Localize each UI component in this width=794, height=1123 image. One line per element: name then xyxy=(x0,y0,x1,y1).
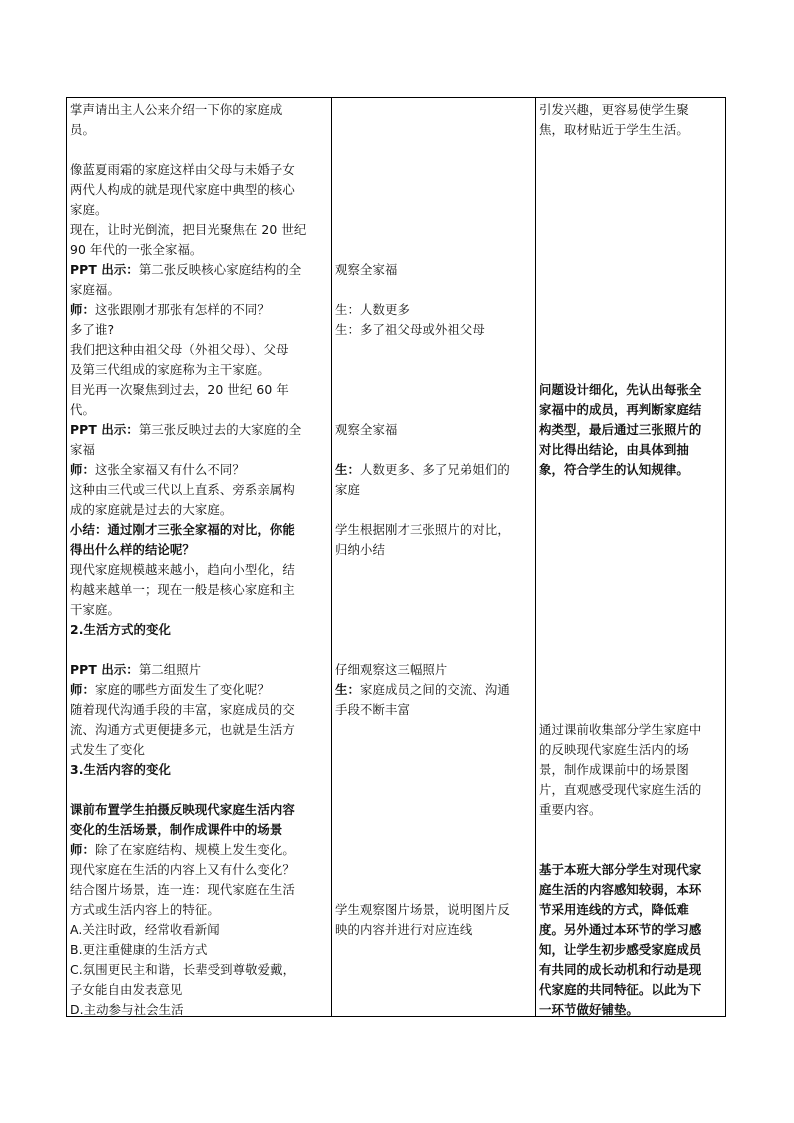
bold-lead-text: 小结：通过刚才三张全家福的对比，你能 xyxy=(70,522,295,537)
line-text: 除了在家庭结构、规模上发生变化。 xyxy=(94,842,295,857)
line-text: 景，制作成课前中的场景图 xyxy=(539,762,689,777)
col1-text-line xyxy=(70,340,329,360)
line-text: 焦，取材贴近于学生生活。 xyxy=(539,122,689,137)
line-text: 构越来越单一；现在一般是核心家庭和主 xyxy=(70,582,295,597)
line-text: 90 年代的一张全家福。 xyxy=(70,242,203,257)
line-text: 现代家庭在生活的内容上又有什么变化？ xyxy=(70,862,295,877)
line-text: 流、沟通方式更便捷多元，也就是生活方 xyxy=(70,722,295,737)
col3-text-line xyxy=(539,420,723,440)
line-text: 成的家庭就是过去的大家庭。 xyxy=(70,502,233,517)
col1-text-line xyxy=(70,960,329,980)
bold-lead-text: 庭生活的内容感知较弱，本环 xyxy=(539,882,702,897)
bold-lead-text: 构类型，最后通过三张照片的 xyxy=(539,422,702,437)
line-text: D.主动参与社会生活 xyxy=(70,1002,184,1017)
col3-text-line xyxy=(539,460,723,480)
col3-text-line xyxy=(539,940,723,960)
col3-text-line xyxy=(539,760,723,780)
line-text: 像蓝夏雨霜的家庭这样由父母与未婚子女 xyxy=(70,162,295,177)
bold-lead-text: 知，让学生初步感受家庭成员 xyxy=(539,942,702,957)
col1-text-line xyxy=(70,420,329,440)
col1-text-line xyxy=(70,560,329,580)
bold-lead-text: 师： xyxy=(70,462,95,477)
line-text: 第二组照片 xyxy=(138,662,202,677)
line-text: 及第三代组成的家庭称为主干家庭。 xyxy=(70,362,270,377)
col3-text-line xyxy=(539,800,723,820)
line-text: 学生观察图片场景，说明图片反 xyxy=(335,902,510,917)
line-text: 的反映现代家庭生活内的场 xyxy=(539,742,689,757)
col3-text-line xyxy=(539,880,723,900)
teacher-activity-column xyxy=(67,98,332,1016)
line-text: 结合图片场景，连一连：现代家庭在生活 xyxy=(70,882,295,897)
line-text: 家庭福。 xyxy=(70,282,120,297)
col3-text-line xyxy=(539,100,723,120)
col2-text-line xyxy=(335,700,533,720)
line-text: 学生根据刚才三张照片的对比， xyxy=(335,522,510,537)
col1-text-line xyxy=(70,180,329,200)
col3-text-line xyxy=(539,860,723,880)
bold-lead-text: 3.生活内容的变化 xyxy=(70,762,171,777)
line-text: 重要内容。 xyxy=(539,802,602,817)
line-text: 家庭成员之间的交流、沟通 xyxy=(359,682,510,697)
line-text: 现代家庭规模越来越小，趋向小型化，结 xyxy=(70,562,295,577)
student-activity-column xyxy=(332,98,536,1016)
col2-text-line xyxy=(335,520,533,540)
bold-lead-text: PPT 出示： xyxy=(70,422,139,437)
col2-text-line xyxy=(335,480,533,500)
col1-text-line xyxy=(70,160,329,180)
col3-text-line xyxy=(539,900,723,920)
col1-text-line xyxy=(70,460,329,480)
line-text: 片，直观感受现代家庭生活的 xyxy=(539,782,702,797)
bold-lead-text: 家福中的成员，再判断家庭结 xyxy=(539,402,702,417)
col3-text-line xyxy=(539,920,723,940)
line-text: 第三张反映过去的大家庭的全 xyxy=(138,422,302,437)
line-text: 家庭的哪些方面发生了变化呢？ xyxy=(94,682,270,697)
line-text: 随着现代沟通手段的丰富，家庭成员的交 xyxy=(70,702,295,717)
col3-text-line xyxy=(539,740,723,760)
col1-text-line xyxy=(70,500,329,520)
line-text: 观察全家福 xyxy=(335,262,398,277)
bold-lead-text: 有共同的成长动机和行动是现 xyxy=(539,962,702,977)
col1-text-line xyxy=(70,320,329,340)
col1-text-line xyxy=(70,840,329,860)
col2-text-line xyxy=(335,260,533,280)
line-text: 仔细观察这三幅照片 xyxy=(335,662,448,677)
line-text: 归纳小结 xyxy=(335,542,385,557)
line-text: 生：人数更多 xyxy=(335,302,410,317)
bold-lead-text: 象，符合学生的认知规律。 xyxy=(539,462,689,477)
col3-text-line xyxy=(539,380,723,400)
col2-text-line xyxy=(335,680,533,700)
line-text: 式发生了变化 xyxy=(70,742,145,757)
design-intent-column xyxy=(536,98,725,1016)
col1-text-line xyxy=(70,100,329,120)
col3-text-line xyxy=(539,440,723,460)
line-text: 两代人构成的就是现代家庭中典型的核心 xyxy=(70,182,295,197)
bold-lead-text: 一环节做好铺垫。 xyxy=(539,1002,639,1017)
col1-text-line xyxy=(70,720,329,740)
col3-text-line xyxy=(539,780,723,800)
col2-text-line xyxy=(335,300,533,320)
col3-text-line xyxy=(539,980,723,1000)
line-text: 映的内容并进行对应连线 xyxy=(335,922,473,937)
col2-text-line xyxy=(335,420,533,440)
bold-lead-text: 问题设计细化，先认出每张全 xyxy=(539,382,702,397)
lesson-plan-table xyxy=(66,97,726,1017)
bold-lead-text: 课前布置学生拍摄反映现代家庭生活内容 xyxy=(70,802,295,817)
bold-lead-text: 师： xyxy=(70,682,95,697)
line-text: 代。 xyxy=(70,402,95,417)
bold-lead-text: 师： xyxy=(70,302,95,317)
line-text: 通过课前收集部分学生家庭中 xyxy=(539,722,702,737)
col2-text-line xyxy=(335,460,533,480)
bold-lead-text: 2.生活方式的变化 xyxy=(70,622,171,637)
line-text: 子女能自由发表意见 xyxy=(70,982,183,997)
col1-text-line xyxy=(70,860,329,880)
col1-text-line xyxy=(70,940,329,960)
col1-text-line xyxy=(70,680,329,700)
col3-text-line xyxy=(539,120,723,140)
line-text: C.氛围更民主和谐，长辈受到尊敬爱戴， xyxy=(70,962,296,977)
col1-text-line xyxy=(70,880,329,900)
col1-text-line xyxy=(70,900,329,920)
line-text: A.关注时政，经常收看新闻 xyxy=(70,922,220,937)
col2-text-line xyxy=(335,660,533,680)
col1-text-line xyxy=(70,820,329,840)
bold-lead-text: 生： xyxy=(335,462,360,477)
col1-text-line xyxy=(70,580,329,600)
line-text: 这张跟刚才那张有怎样的不同？ xyxy=(94,302,270,317)
col1-text-line xyxy=(70,520,329,540)
col1-text-line xyxy=(70,620,329,640)
line-text: 生：多了祖父母或外祖父母 xyxy=(335,322,485,337)
line-text: 员。 xyxy=(70,122,95,137)
col1-text-line xyxy=(70,1000,329,1020)
col1-text-line xyxy=(70,400,329,420)
line-text: 我们把这种由祖父母（外祖父母）、父母 xyxy=(70,342,289,357)
line-text: 这种由三代或三代以上直系、旁系亲属构 xyxy=(70,482,295,497)
col1-text-line xyxy=(70,800,329,820)
col1-text-line xyxy=(70,120,329,140)
line-text: 目光再一次聚焦到过去，20 世纪 60 年 xyxy=(70,382,289,397)
col1-text-line xyxy=(70,480,329,500)
col2-text-line xyxy=(335,900,533,920)
bold-lead-text: 对比得出结论，由具体到抽 xyxy=(539,442,689,457)
line-text: 观察全家福 xyxy=(335,422,398,437)
col1-text-line xyxy=(70,980,329,1000)
bold-lead-text: PPT 出示： xyxy=(70,262,139,277)
line-text: 手段不断丰富 xyxy=(335,702,410,717)
col1-text-line xyxy=(70,540,329,560)
bold-lead-text: PPT 出示： xyxy=(70,662,139,677)
col2-text-line xyxy=(335,320,533,340)
bold-lead-text: 得出什么样的结论呢？ xyxy=(70,542,195,557)
line-text: 多了谁? xyxy=(70,322,115,337)
bold-lead-text: 节采用连线的方式，降低难 xyxy=(539,902,689,917)
col1-text-line xyxy=(70,600,329,620)
col1-text-line xyxy=(70,240,329,260)
bold-lead-text: 师： xyxy=(70,842,95,857)
line-text: 这张全家福又有什么不同？ xyxy=(94,462,245,477)
col1-text-line xyxy=(70,360,329,380)
line-text: 掌声请出主人公来介绍一下你的家庭成 xyxy=(70,102,283,117)
bold-lead-text: 基于本班大部分学生对现代家 xyxy=(539,862,702,877)
col1-text-line xyxy=(70,660,329,680)
line-text: B.更注重健康的生活方式 xyxy=(70,942,208,957)
col1-text-line xyxy=(70,740,329,760)
line-text: 第二张反映核心家庭结构的全 xyxy=(138,262,302,277)
line-text: 家庭。 xyxy=(70,202,108,217)
col1-text-line xyxy=(70,280,329,300)
bold-lead-text: 代家庭的共同特征。以此为下 xyxy=(539,982,702,997)
col1-text-line xyxy=(70,220,329,240)
col1-text-line xyxy=(70,440,329,460)
line-text: 方式或生活内容上的特征。 xyxy=(70,902,220,917)
col3-text-line xyxy=(539,1000,723,1020)
line-text: 人数更多、多了兄弟姐们的 xyxy=(359,462,510,477)
col1-text-line xyxy=(70,260,329,280)
bold-lead-text: 变化的生活场景，制作成课件中的场景 xyxy=(70,822,283,837)
line-text: 家福 xyxy=(70,442,95,457)
col1-text-line xyxy=(70,380,329,400)
col3-text-line xyxy=(539,720,723,740)
line-text: 现在，让时光倒流，把目光聚焦在 20 世纪 xyxy=(70,222,307,237)
col1-text-line xyxy=(70,760,329,780)
col3-text-line xyxy=(539,400,723,420)
col2-text-line xyxy=(335,920,533,940)
bold-lead-text: 度。另外通过本环节的学习感 xyxy=(539,922,702,937)
line-text: 家庭 xyxy=(335,482,360,497)
col2-text-line xyxy=(335,540,533,560)
col1-text-line xyxy=(70,300,329,320)
col1-text-line xyxy=(70,200,329,220)
bold-lead-text: 生： xyxy=(335,682,360,697)
col3-text-line xyxy=(539,960,723,980)
col1-text-line xyxy=(70,920,329,940)
col1-text-line xyxy=(70,700,329,720)
line-text: 干家庭。 xyxy=(70,602,120,617)
line-text: 引发兴趣，更容易使学生聚 xyxy=(539,102,689,117)
